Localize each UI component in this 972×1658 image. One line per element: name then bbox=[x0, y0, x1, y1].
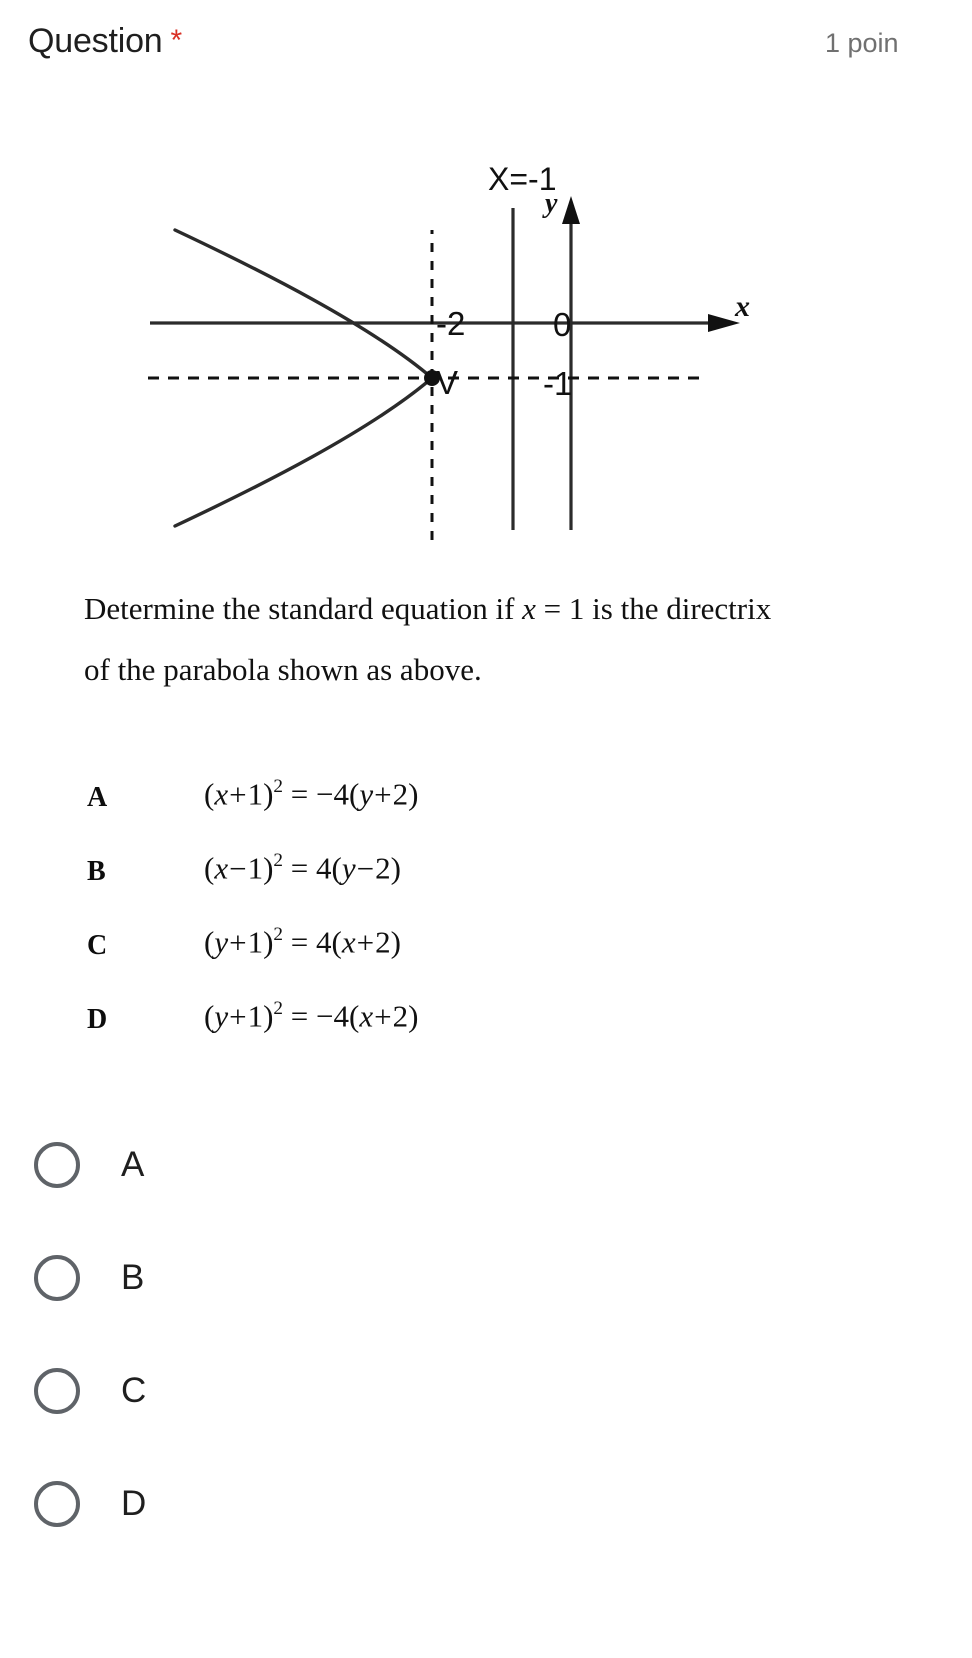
radio-label-c: C bbox=[121, 1370, 147, 1410]
equation-text-b bbox=[204, 850, 401, 887]
eq-c-lhs-var: y bbox=[214, 924, 229, 960]
y-tick-label-minus1: -1 bbox=[543, 365, 573, 402]
radio-label-a: A bbox=[121, 1144, 145, 1184]
eq-b-rhs-num: 2) bbox=[375, 850, 401, 886]
eq-c-open: ( bbox=[204, 924, 215, 960]
eq-a-exponent: 2 bbox=[273, 776, 284, 797]
eq-d-lhs-var: y bbox=[214, 998, 229, 1034]
eq-d-exponent: 2 bbox=[273, 998, 284, 1019]
x-tick-label-minus2: -2 bbox=[436, 305, 466, 342]
radio-button-c[interactable] bbox=[34, 1368, 80, 1414]
directrix-label: X=-1 bbox=[488, 161, 557, 197]
parabola-svg bbox=[0, 120, 972, 550]
stem-line1-part3: is the directrix bbox=[584, 591, 772, 626]
radio-choice-b[interactable] bbox=[0, 1221, 972, 1334]
eq-b-lhs-var: x bbox=[214, 850, 229, 886]
eq-d-lhs-op: + bbox=[229, 998, 247, 1034]
equation-row-c bbox=[84, 918, 684, 992]
stem-line1-part1: Determine the standard equation if bbox=[84, 591, 523, 626]
eq-c-equals: = bbox=[283, 924, 316, 960]
equation-text-c bbox=[204, 924, 401, 961]
question-stem bbox=[84, 578, 914, 700]
eq-d-rhs-op: + bbox=[374, 998, 392, 1034]
eq-a-rhs-coef: −4( bbox=[316, 776, 360, 812]
eq-d-equals: = bbox=[283, 998, 316, 1034]
eq-a-equals: = bbox=[283, 776, 316, 812]
equation-letter-d: D bbox=[87, 1004, 108, 1035]
eq-b-rhs-var: y bbox=[341, 850, 356, 886]
eq-c-rhs-num: 2) bbox=[375, 924, 401, 960]
answer-choice-group bbox=[0, 1108, 972, 1560]
eq-b-rhs-coef: 4( bbox=[316, 850, 342, 886]
eq-c-rhs-op: + bbox=[356, 924, 375, 960]
eq-b-rhs-op: − bbox=[356, 850, 375, 886]
y-axis-arrow-icon bbox=[562, 196, 580, 224]
eq-c-lhs-num: 1) bbox=[247, 924, 274, 960]
eq-d-rhs-coef: −4( bbox=[316, 998, 360, 1034]
eq-a-lhs-var: x bbox=[214, 776, 229, 812]
eq-c-exponent: 2 bbox=[273, 924, 284, 945]
eq-c-lhs-op: + bbox=[229, 924, 247, 960]
eq-b-lhs-num: 1) bbox=[247, 850, 274, 886]
x-axis-label: x bbox=[735, 290, 750, 323]
radio-label-d: D bbox=[121, 1483, 147, 1523]
eq-b-lhs-op: − bbox=[229, 850, 247, 886]
x-tick-label-zero: 0 bbox=[553, 306, 572, 343]
equation-text-a bbox=[204, 776, 418, 813]
radio-choice-a[interactable] bbox=[0, 1108, 972, 1221]
eq-d-open: ( bbox=[204, 998, 215, 1034]
vertex-label: V bbox=[436, 364, 459, 401]
eq-b-open: ( bbox=[204, 850, 215, 886]
equation-row-a bbox=[84, 770, 684, 844]
eq-d-rhs-num: 2) bbox=[392, 998, 419, 1034]
eq-a-rhs-op: + bbox=[374, 776, 392, 812]
equation-text-d bbox=[204, 998, 418, 1035]
eq-a-open: ( bbox=[204, 776, 215, 812]
question-title-text: Question bbox=[28, 22, 163, 60]
parabola-figure bbox=[0, 120, 972, 550]
eq-b-exponent: 2 bbox=[273, 850, 284, 871]
radio-choice-c[interactable] bbox=[0, 1334, 972, 1447]
y-axis-label: y bbox=[545, 188, 558, 219]
radio-label-b: B bbox=[121, 1257, 145, 1297]
equation-row-d bbox=[84, 992, 684, 1066]
answer-equations-list bbox=[84, 770, 684, 1066]
eq-a-lhs-op: + bbox=[229, 776, 247, 812]
eq-a-lhs-num: 1) bbox=[247, 776, 274, 812]
equation-row-b bbox=[84, 844, 684, 918]
eq-a-rhs-var: y bbox=[359, 776, 374, 812]
eq-a-rhs-num: 2) bbox=[392, 776, 419, 812]
eq-d-rhs-var: x bbox=[359, 998, 374, 1034]
eq-c-rhs-coef: 4( bbox=[316, 924, 342, 960]
equation-letter-b: B bbox=[87, 856, 106, 887]
eq-d-lhs-num: 1) bbox=[247, 998, 274, 1034]
radio-button-a[interactable] bbox=[34, 1142, 80, 1188]
equation-letter-c: C bbox=[87, 930, 108, 961]
equation-letter-a: A bbox=[87, 782, 108, 813]
stem-variable-x: x bbox=[522, 591, 536, 626]
radio-button-b[interactable] bbox=[34, 1255, 80, 1301]
radio-choice-d[interactable] bbox=[0, 1447, 972, 1560]
stem-line2: of the parabola shown as above. bbox=[84, 652, 482, 687]
stem-line1-part2: = 1 bbox=[535, 591, 585, 626]
question-header bbox=[0, 14, 972, 70]
eq-c-rhs-var: x bbox=[341, 924, 356, 960]
radio-button-d[interactable] bbox=[34, 1481, 80, 1527]
required-asterisk-icon: * bbox=[170, 24, 182, 57]
page-title bbox=[28, 22, 182, 61]
points-value: 1 poin bbox=[825, 28, 899, 58]
eq-b-equals: = bbox=[283, 850, 316, 886]
